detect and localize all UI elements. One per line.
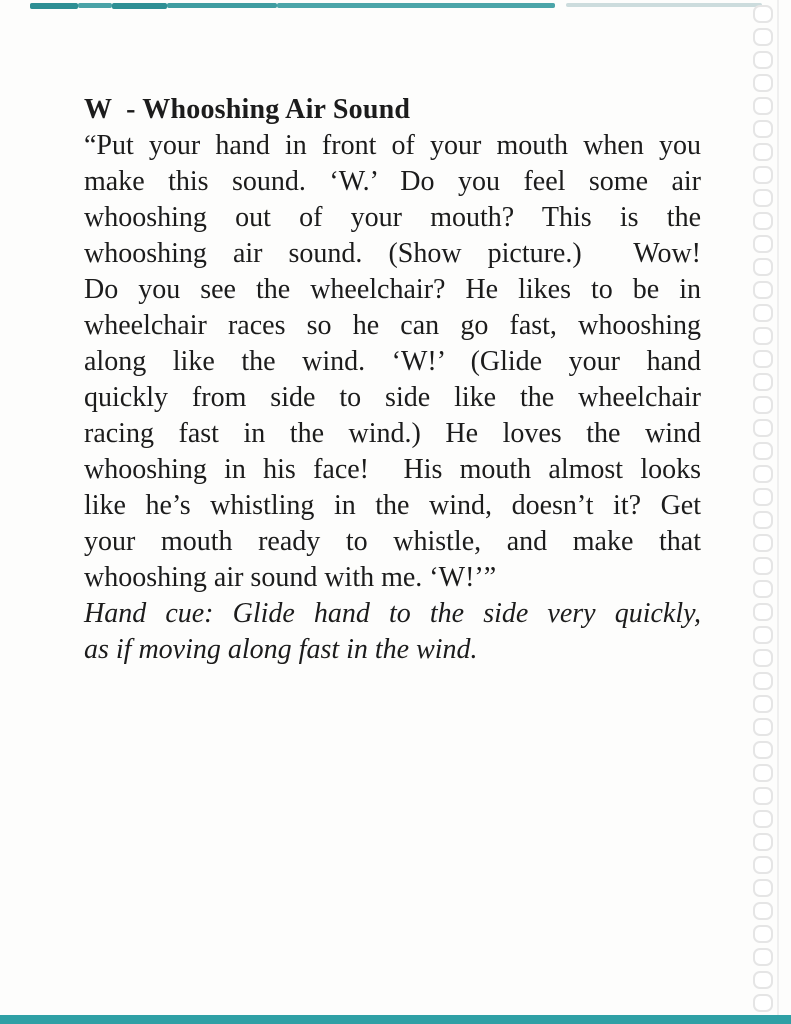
text-line: quickly from side to side like the wheelchair	[84, 382, 701, 413]
binding-hole	[753, 327, 773, 345]
binding-hole	[753, 51, 773, 69]
binding-hole	[753, 741, 773, 759]
text-line: Do you see the wheelchair? He likes to be in	[84, 274, 701, 305]
hand-cue-paragraph	[84, 596, 701, 668]
body-paragraphs	[84, 128, 701, 668]
text-line: as if moving along fast in the wind.	[84, 634, 478, 665]
binding-hole	[753, 856, 773, 874]
text-line: wheelchair races so he can go fast, whooshing	[84, 310, 701, 341]
scan-edge-segment	[277, 3, 555, 8]
binding-hole	[753, 350, 773, 368]
text-line: make this sound. ‘W.’ Do you feel some air	[84, 166, 701, 197]
binding-hole	[753, 189, 773, 207]
binding-hole	[753, 649, 773, 667]
binding-hole	[753, 994, 773, 1012]
binding-hole	[753, 5, 773, 23]
text-line: whooshing air sound. (Show picture.) Wow!	[84, 238, 701, 269]
body-paragraph	[84, 128, 701, 596]
binding-hole	[753, 97, 773, 115]
binding-hole	[753, 442, 773, 460]
binding-hole	[753, 534, 773, 552]
binding-hole	[753, 419, 773, 437]
binding-hole	[753, 557, 773, 575]
binding-hole	[753, 764, 773, 782]
scan-edge-segment	[566, 3, 762, 7]
binding-hole	[753, 902, 773, 920]
binding-hole	[753, 281, 773, 299]
binding-hole	[753, 511, 773, 529]
binding-hole	[753, 626, 773, 644]
text-line: like he’s whistling in the wind, doesn’t it? Get	[84, 490, 701, 521]
binding-holes	[753, 0, 777, 1024]
text-line: whooshing out of your mouth? This is the	[84, 202, 701, 233]
binding-hole	[753, 212, 773, 230]
binding-hole	[753, 373, 773, 391]
binding-hole	[753, 695, 773, 713]
text-line: along like the wind. ‘W!’ (Glide your hand	[84, 346, 701, 377]
page-edge-line	[777, 0, 779, 1024]
scan-edge-segment	[78, 3, 112, 8]
binding-hole	[753, 166, 773, 184]
binding-hole	[753, 304, 773, 322]
binding-hole	[753, 143, 773, 161]
text-line: whooshing air sound with me. ‘W!’”	[84, 562, 497, 593]
binding-hole	[753, 396, 773, 414]
binding-hole	[753, 925, 773, 943]
binding-hole	[753, 971, 773, 989]
text-line: “Put your hand in front of your mouth when you	[84, 130, 701, 161]
section-heading: W - Whooshing Air Sound	[84, 94, 411, 125]
scan-edge-segment	[167, 3, 277, 8]
text-line: your mouth ready to whistle, and make that	[84, 526, 701, 557]
binding-hole	[753, 74, 773, 92]
text-line: racing fast in the wind.) He loves the wind	[84, 418, 701, 449]
binding-hole	[753, 488, 773, 506]
binding-hole	[753, 672, 773, 690]
scan-bottom-edge-artifact	[0, 1015, 791, 1024]
binding-hole	[753, 948, 773, 966]
text-line: whooshing in his face! His mouth almost looks	[84, 454, 701, 485]
binding-hole	[753, 787, 773, 805]
binding-hole	[753, 879, 773, 897]
binding-hole	[753, 120, 773, 138]
text-line: Hand cue: Glide hand to the side very quickly,	[84, 598, 701, 629]
binding-hole	[753, 28, 773, 46]
scan-edge-segment	[112, 3, 167, 9]
binding-hole	[753, 718, 773, 736]
binding-hole	[753, 580, 773, 598]
binding-hole	[753, 833, 773, 851]
binding-hole	[753, 465, 773, 483]
binding-hole	[753, 603, 773, 621]
binding-hole	[753, 235, 773, 253]
text-block	[84, 94, 701, 668]
binding-hole	[753, 810, 773, 828]
scan-edge-segment	[30, 3, 78, 9]
scan-top-edge-artifact	[0, 3, 791, 13]
binding-hole	[753, 258, 773, 276]
